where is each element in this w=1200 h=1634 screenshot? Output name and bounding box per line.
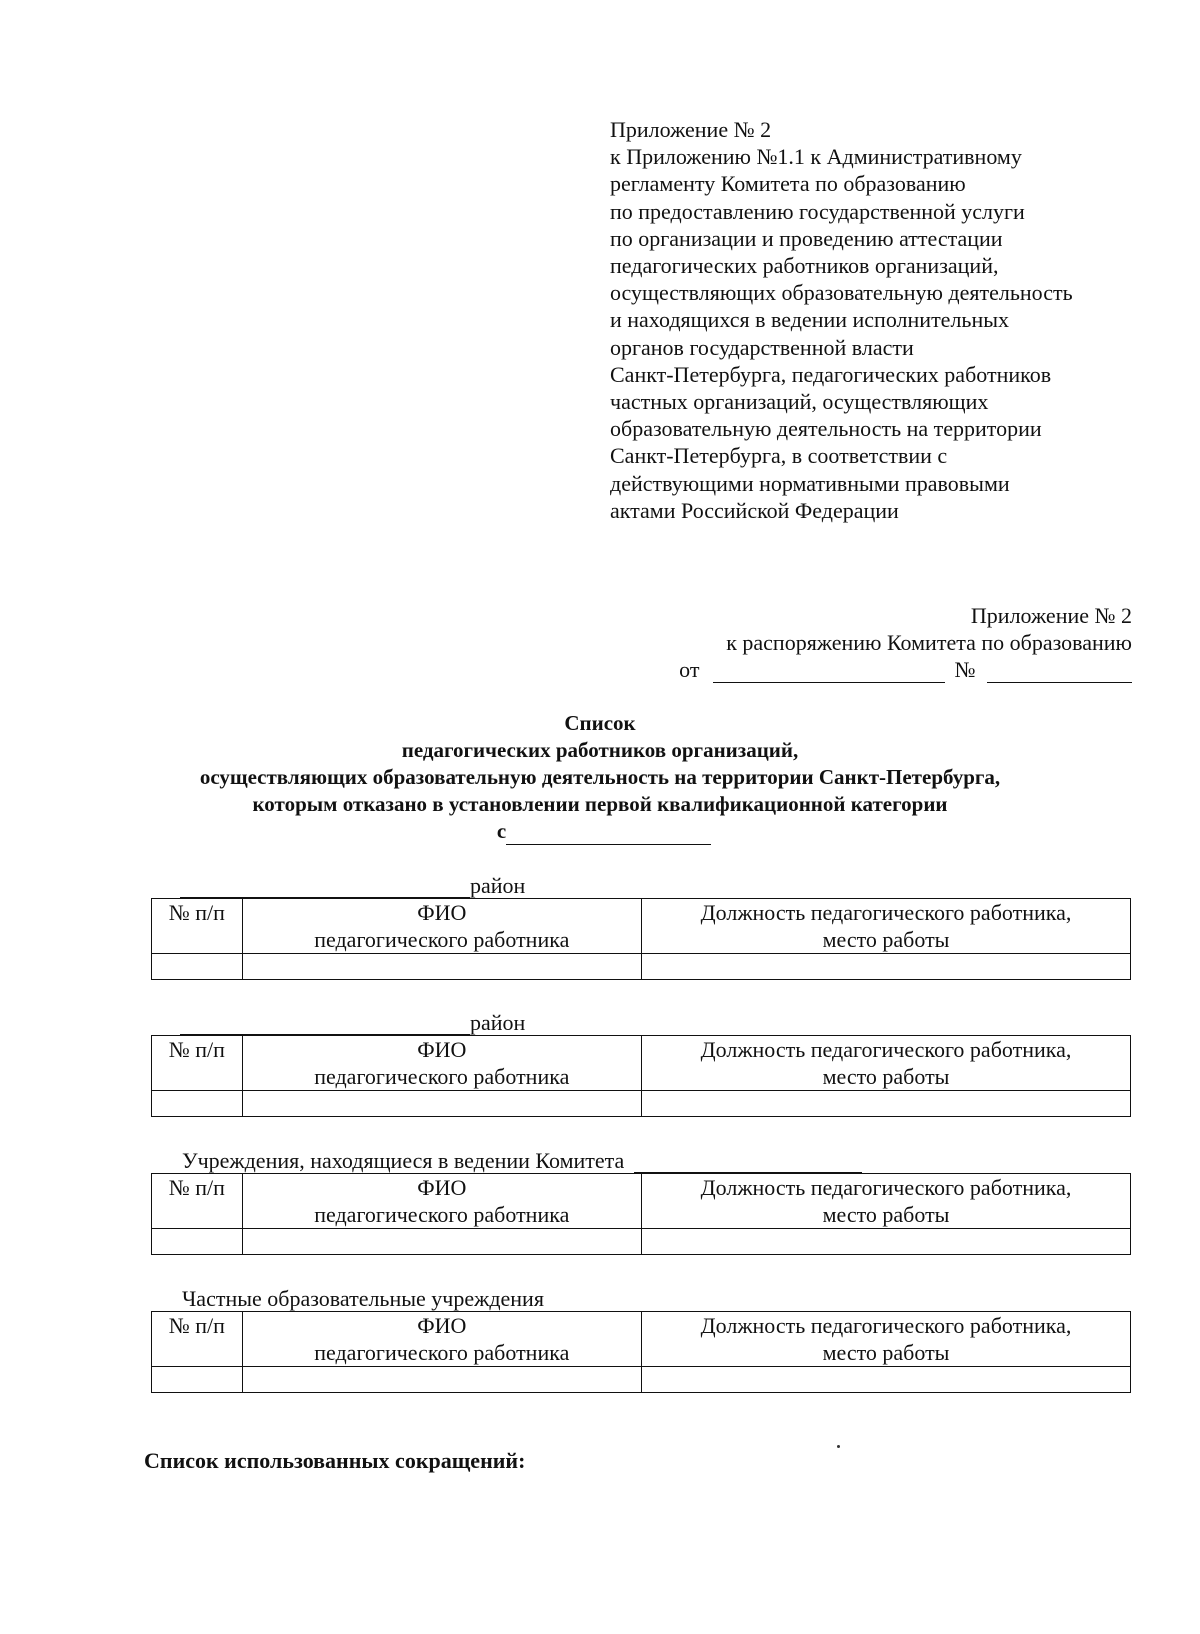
section-label-district-2 — [180, 1011, 525, 1035]
header-fio — [242, 1312, 641, 1367]
header-fio-line: педагогического работника — [314, 1340, 570, 1365]
header-line: Санкт-Петербурга, педагогических работников — [610, 361, 1052, 387]
title-date-line — [0, 818, 1200, 845]
order-number-label: № — [954, 657, 976, 682]
table-committee — [151, 1173, 1131, 1255]
header-line: регламенту Комитета по образованию — [610, 171, 966, 197]
title-line: осуществляющих образовательную деятельность на территории Санкт-Петербурга, — [199, 765, 1001, 789]
header-num: № п/п — [152, 1036, 243, 1091]
header-line: действующими нормативными правовыми — [610, 470, 1010, 496]
abbreviations-heading: Список использованных сокращений: — [144, 1448, 526, 1473]
header-fio-line: педагогического работника — [314, 1202, 570, 1227]
header-line: Санкт-Петербурга, в соответствии с — [610, 443, 948, 469]
cell-fio[interactable] — [242, 1229, 641, 1255]
header-line: образовательную деятельность на территории — [610, 416, 1042, 442]
cell-position[interactable] — [642, 1229, 1131, 1255]
header-position-line: место работы — [822, 927, 950, 952]
cell-num[interactable] — [152, 1229, 243, 1255]
header-position — [642, 899, 1131, 954]
cell-fio[interactable] — [242, 1367, 641, 1393]
section-label-text: район — [470, 873, 526, 898]
header-fio-line: ФИО — [417, 1037, 467, 1062]
header-position-line: Должность педагогического работника, — [700, 1175, 1072, 1200]
order-appendix: Приложение № 2 — [970, 603, 1132, 628]
cell-num[interactable] — [152, 954, 243, 980]
section-label-text: район — [470, 1010, 526, 1035]
table-district-2 — [151, 1035, 1131, 1117]
header-fio-line: педагогического работника — [314, 1064, 570, 1089]
header-position-line: Должность педагогического работника, — [700, 900, 1072, 925]
header-line: и находящихся в ведении исполнительных — [610, 307, 1010, 333]
header-position — [642, 1036, 1131, 1091]
header-line: Приложение № 2 — [610, 117, 772, 142]
header-num: № п/п — [152, 1174, 243, 1229]
header-fio-line: ФИО — [417, 1313, 467, 1338]
appendix-header — [610, 116, 1170, 524]
header-fio — [242, 1174, 641, 1229]
header-position-line: Должность педагогического работника, — [700, 1037, 1072, 1062]
header-line: органов государственной власти — [610, 334, 914, 360]
table-row — [152, 1091, 1131, 1117]
section-label-committee — [182, 1149, 862, 1173]
header-num: № п/п — [152, 899, 243, 954]
table-header-row — [152, 1174, 1131, 1229]
cell-position[interactable] — [642, 1367, 1131, 1393]
table-row — [152, 1229, 1131, 1255]
header-fio-line: педагогического работника — [314, 927, 570, 952]
document-title — [0, 710, 1200, 845]
order-from-label: от — [679, 657, 700, 682]
header-fio-line: ФИО — [417, 900, 467, 925]
section-label-private — [182, 1287, 544, 1311]
header-num: № п/п — [152, 1312, 243, 1367]
header-position — [642, 1312, 1131, 1367]
section-label-district-1 — [180, 874, 525, 898]
header-position-line: место работы — [822, 1202, 950, 1227]
table-district-1 — [151, 898, 1131, 980]
header-line: частных организаций, осуществляющих — [610, 389, 989, 415]
header-fio — [242, 1036, 641, 1091]
section-label-text: Учреждения, находящиеся в ведении Комитета — [182, 1148, 625, 1173]
header-line: по предоставлению государственной услуги — [610, 198, 1025, 224]
order-number-blank — [987, 662, 1132, 683]
header-position — [642, 1174, 1131, 1229]
header-position-line: Должность педагогического работника, — [700, 1313, 1072, 1338]
header-line: по организации и проведению аттестации — [610, 225, 1003, 251]
district-blank — [180, 877, 470, 898]
section-label-text: Частные образовательные учреждения — [182, 1286, 544, 1311]
order-to: к распоряжению Комитета по образованию — [726, 630, 1132, 655]
title-date-blank — [506, 824, 711, 845]
header-line: осуществляющих образовательную деятельность — [610, 280, 1073, 306]
table-header-row — [152, 899, 1131, 954]
table-row — [152, 1367, 1131, 1393]
header-line: к Приложению №1.1 к Административному — [610, 144, 1022, 170]
committee-blank — [634, 1154, 862, 1173]
table-header-row — [152, 1312, 1131, 1367]
cell-fio[interactable] — [242, 954, 641, 980]
table-header-row — [152, 1036, 1131, 1091]
table-private — [151, 1311, 1131, 1393]
header-fio — [242, 899, 641, 954]
cell-num[interactable] — [152, 1367, 243, 1393]
cell-fio[interactable] — [242, 1091, 641, 1117]
header-line: актами Российской Федерации — [610, 497, 899, 523]
header-position-line: место работы — [822, 1064, 950, 1089]
scan-speck — [837, 1445, 840, 1448]
order-reference — [679, 602, 1132, 683]
title-date-prefix: с — [496, 819, 507, 843]
order-date-blank — [713, 662, 945, 683]
cell-position[interactable] — [642, 1091, 1131, 1117]
cell-num[interactable] — [152, 1091, 243, 1117]
title-line: педагогических работников организаций, — [401, 738, 799, 762]
header-line: педагогических работников организаций, — [610, 253, 999, 279]
cell-position[interactable] — [642, 954, 1131, 980]
table-row — [152, 954, 1131, 980]
header-position-line: место работы — [822, 1340, 950, 1365]
title-line: Список — [564, 711, 636, 735]
order-date-line — [679, 656, 1132, 683]
district-blank — [180, 1014, 470, 1035]
header-fio-line: ФИО — [417, 1175, 467, 1200]
title-line: которым отказано в установлении первой квалификационной категории — [252, 792, 948, 816]
